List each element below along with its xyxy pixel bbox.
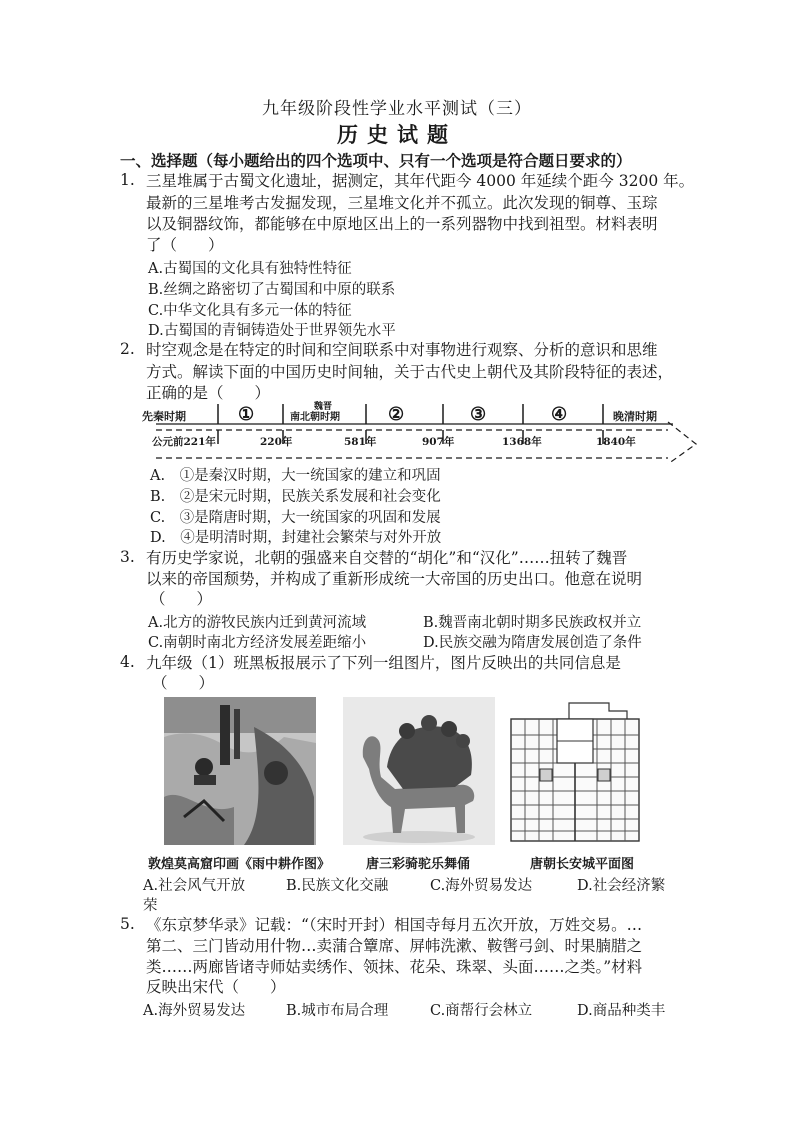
option-d: D. ④是明清时期，封建社会繁荣与对外开放	[150, 530, 442, 546]
timeline-label: 晚清时期	[613, 410, 657, 423]
changan-city-plan-image	[509, 697, 643, 845]
image-caption: 敦煌莫高窟印画《雨中耕作图》	[148, 857, 331, 872]
option-d: D.民族交融为隋唐发展创造了条件	[423, 635, 642, 651]
option-a: A.海外贸易发达	[143, 1003, 246, 1019]
image-caption: 唐朝长安城平面图	[530, 857, 635, 872]
question-text: 三星堆属于古蜀文化遗址，据测定，其年代距今 4000 年延续个距今 3200 年。	[146, 172, 695, 190]
timeline-label: ③	[470, 404, 487, 425]
question-text: 最新的三星堆考古发掘发现，三星堆文化并不孤立。此次发现的铜尊、玉琮	[146, 194, 658, 212]
question-text: 反映出宋代（ ）	[146, 978, 286, 996]
question-text: 类……两廊皆诸寺师姑卖绣作、领抹、花朵、珠翠、头面……之类。”材料	[146, 958, 643, 976]
option-c: C.中华文化具有多元一体的特征	[148, 303, 352, 319]
question-text: 了（ ）	[146, 236, 224, 254]
option-c: C.商帮行会林立	[430, 1003, 533, 1019]
option-b: B.丝绸之路密切了古蜀国和中原的联系	[148, 282, 396, 298]
option-d: D.商品种类丰	[577, 1003, 666, 1019]
section-heading: 一、选择题（每小题给出的四个选项中、只有一个选项是符合题日要求的）	[120, 151, 632, 170]
option-c: C.南朝时南北方经济发展差距缩小	[148, 635, 367, 651]
question-number: 1.	[120, 171, 135, 189]
timeline-date: 1840年	[596, 436, 636, 448]
question-text: 《东京梦华录》记载：“（宋时开封）相国寺每月五次开放，万姓交易。…	[146, 916, 643, 934]
timeline-label: 先秦时期	[142, 410, 186, 423]
timeline-date: 581年	[344, 436, 377, 448]
arrow-head-icon	[668, 422, 696, 464]
timeline-label: ①	[238, 404, 255, 425]
question-number: 3.	[120, 548, 135, 566]
question-text: 以来的帝国颓势，并构成了重新形成统一大帝国的历史出口。他意在说明	[146, 570, 643, 588]
exam-title: 历史试题	[337, 122, 457, 147]
question-text: （ ）	[150, 590, 213, 608]
option-c: C.海外贸易发达	[430, 878, 533, 894]
option-b: B.民族文化交融	[286, 878, 389, 894]
question-text: 以及铜器纹饰，都能够在中原地区出上的一系列器物中找到祖型。材料表明	[146, 215, 658, 233]
timeline-label: 南北朝时期	[290, 412, 340, 423]
question-text: 方式。解读下面的中国历史时间轴，关于古代史上朝代及其阶段特征的表述，	[146, 363, 674, 381]
image-caption: 唐三彩骑驼乐舞俑	[366, 857, 471, 872]
option-a: A. ①是秦汉时期，大一统国家的建立和巩固	[150, 468, 441, 484]
mural-image	[164, 697, 316, 845]
timeline-date: 1368年	[502, 436, 542, 448]
option-b: B. ②是宋元时期，民族关系发展和社会变化	[150, 489, 441, 505]
question-text: 有历史学家说，北朝的强盛来自交替的“胡化”和“汉化”……扭转了魏晋	[146, 549, 628, 567]
option-d-wrap: 荣	[143, 898, 158, 914]
question-number: 2.	[120, 340, 135, 358]
timeline-label: ④	[551, 404, 568, 425]
camel-figurine-image	[343, 697, 495, 845]
option-d: D.古蜀国的青铜铸造处于世界领先水平	[148, 323, 396, 339]
timeline-date: 220年	[260, 436, 293, 448]
option-c: C. ③是隋唐时期，大一统国家的巩固和发展	[150, 510, 441, 526]
timeline-date: 907年	[422, 436, 455, 448]
timeline-label: 魏晋	[314, 402, 333, 412]
question-text: 正确的是（ ）	[146, 384, 271, 402]
timeline-label: ②	[388, 404, 405, 425]
history-timeline	[138, 400, 703, 464]
option-b: B.城市布局合理	[286, 1003, 389, 1019]
option-b: B.魏晋南北朝时期多民族政权并立	[423, 615, 642, 631]
question-text: （ ）	[152, 674, 215, 692]
timeline-date: 公元前221年	[152, 436, 216, 448]
exam-subtitle: 九年级阶段性学业水平测试（三）	[262, 99, 532, 119]
option-d: D.社会经济繁	[577, 878, 666, 894]
question-number: 4.	[120, 653, 135, 671]
question-text: 第二、三门皆动用什物…卖蒲合簟席、屏帏洗漱、鞍辔弓剑、时果腩腊之	[146, 937, 643, 955]
question-text: 九年级（1）班黑板报展示了下列一组图片，图片反映出的共同信息是	[146, 654, 621, 672]
option-a: A.古蜀国的文化具有独特性特征	[148, 261, 352, 277]
question-number: 5.	[120, 915, 135, 933]
option-a: A.社会风气开放	[143, 878, 246, 894]
option-a: A.北方的游牧民族内迁到黄河流域	[148, 615, 367, 631]
question-text: 时空观念是在特定的时间和空间联系中对事物进行观察、分析的意识和思维	[146, 341, 658, 359]
